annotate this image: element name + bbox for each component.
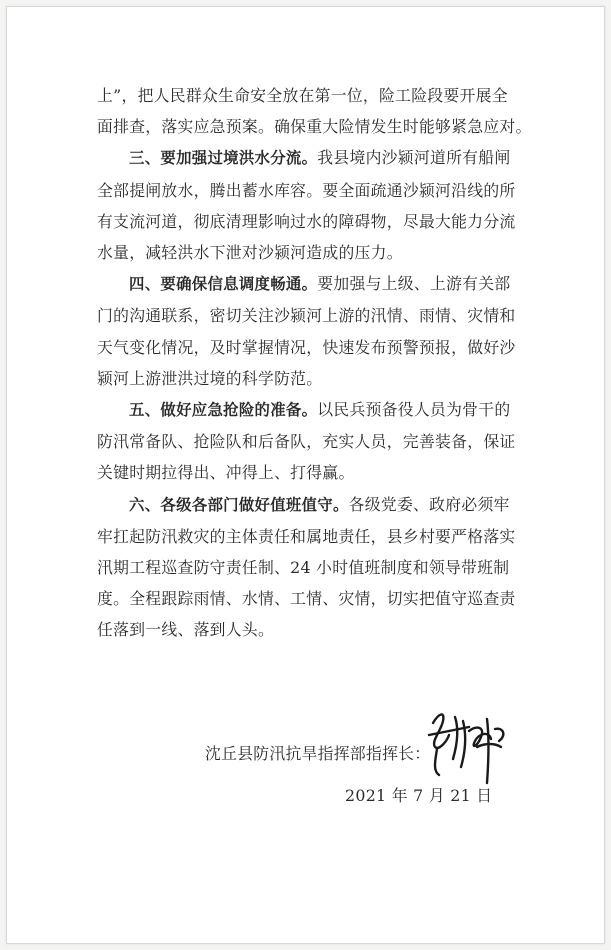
paragraph-text: 我县境内沙颍河道所有船闸 (317, 148, 511, 168)
paragraph-text: 要加强与上级、上游有关部 (317, 274, 511, 294)
text-line: 门的沟通联系，密切关注沙颍河上游的汛情、雨情、灾情和 (97, 306, 516, 326)
paragraph-heading: 三、要加强过境洪水分流。 (129, 149, 318, 168)
paragraph-heading: 四、要确保信息调度畅通。 (129, 275, 318, 294)
document-date: 2021 年 7 月 21 日 (345, 786, 493, 805)
text-line (97, 489, 537, 521)
text-line: 全部提闸放水，腾出蓄水库容。要全面疏通沙颍河沿线的所 (97, 180, 516, 200)
text-line (97, 394, 537, 426)
paragraph-text: 以民兵预备役人员为骨干的 (317, 400, 511, 420)
text-line: 面排查，落实应急预案。确保重大险情发生时能够紧急应对。 (97, 117, 532, 137)
text-line: 天气变化情况，及时掌握情况，快速发布预警预报，做好沙 (97, 337, 516, 357)
text-line: 颍河上游泄洪过境的科学防范。 (97, 368, 323, 388)
text-line: 关键时期拉得出、冲得上、打得赢。 (97, 463, 355, 483)
text-line: 水量，减轻洪水下泄对沙颍河造成的压力。 (97, 243, 403, 263)
paragraph-heading: 六、各级各部门做好值班值守。 (129, 495, 349, 514)
text-line: 牢扛起防汛救灾的主体责任和属地责任，县乡村要严格落实 (97, 526, 516, 546)
text-line: 汛期工程巡查防守责任制、24 小时值班制度和领导带班制 (97, 558, 510, 578)
paragraph-heading: 五、做好应急抢险的准备。 (129, 401, 318, 420)
text-line (97, 268, 537, 300)
document-page (6, 6, 605, 944)
signer-title: 沈丘县防汛抗旱指挥部指挥长： (205, 744, 431, 763)
handwritten-signature (419, 701, 519, 791)
document-body (97, 80, 537, 646)
paragraph-continued (97, 80, 537, 142)
paragraph-6 (97, 489, 537, 646)
text-line: 上”，把人民群众生命安全放在第一位，险工险段要开展全 (97, 86, 508, 105)
text-line: 有支流河道，彻底清理影响过水的障碍物，尽最大能力分流 (97, 211, 516, 231)
text-line: 防汛常备队、抢险队和后备队，充实人员，完善装备，保证 (97, 432, 516, 452)
paragraph-text: 各级党委、政府必须牢 (348, 494, 510, 514)
text-line: 度。全程跟踪雨情、水情、工情、灾情，切实把值守巡查责 (97, 589, 516, 609)
paragraph-5 (97, 394, 537, 489)
text-line: 任落到一线、落到人头。 (97, 620, 275, 640)
text-line (97, 142, 537, 174)
paragraph-3 (97, 142, 537, 268)
paragraph-4 (97, 268, 537, 394)
